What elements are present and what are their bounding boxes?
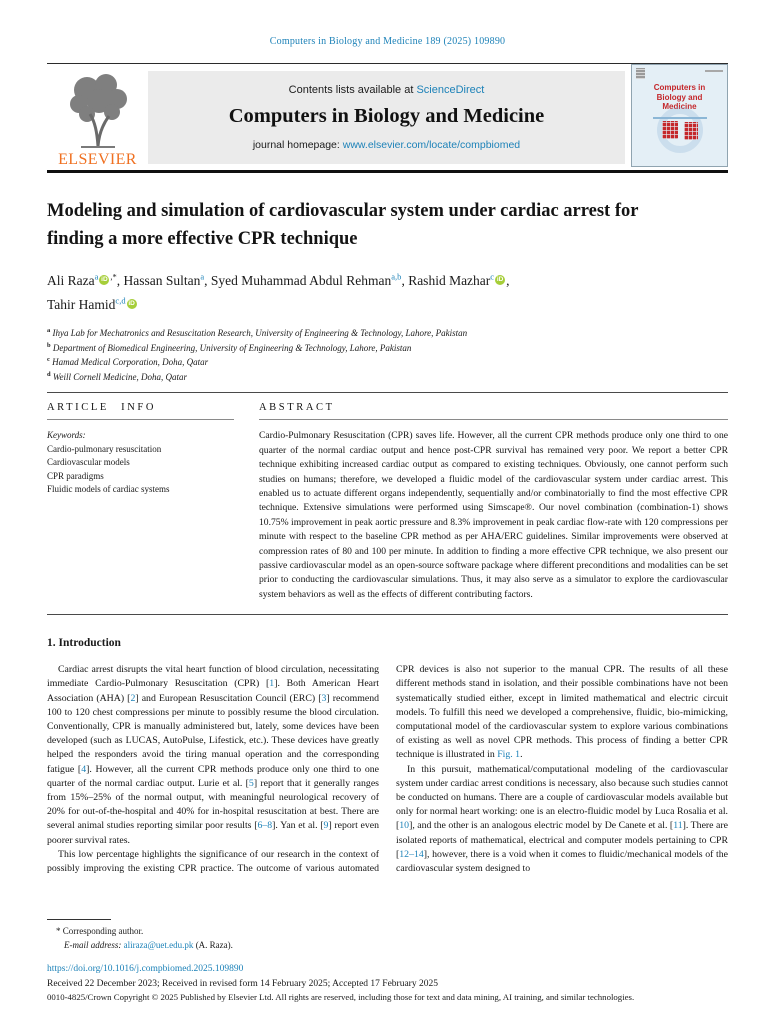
author-name: Ali Raza <box>47 272 95 288</box>
footnote-divider <box>47 919 111 920</box>
orcid-icon[interactable]: iD <box>496 275 504 283</box>
journal-homepage-link[interactable]: www.elsevier.com/locate/compbiomed <box>342 139 521 151</box>
body-text: ], and the other is an analogous electric model by De Canete et al. [ <box>409 820 674 832</box>
author-affiliation-sup[interactable]: a <box>94 271 99 281</box>
abstract-text: Cardio-Pulmonary Resuscitation (CPR) saves life. However, all the current CPR methods produce only one third to one quarter of the normal cardiac output and hence post-CPR survival has remained very poor. We report a better CPR technique exhibiting increased cardiac output as compared to existing techniques. Obviously, one cannot perform such studies on humans; therefore, we developed a fluidic model of the cardiovascular system under cardiac arrest. This enabled us to actuate different organs independently, sequentially and/or combinatorially to find the most effective CPR technique. Extensive simulations were performed using Simscape®. Our novel combination (combination-1) shows 10.75% improvement in peak aortic pressure and 8.3% improvement in peak cardiac flow-rate with 120 compressions per minute with respect to the baseline CPR method as per AHA/ERC guidelines. Similar improvements were observed at compression rates of 80 and 100 per minute. In addition to finding a more effective CPR technique, we also present our passive cardiovascular model as an open-source software package where different preconditions and modalities can be set prior to conducting the cardiovascular simulations. Thus, it may also serve as a simulator to explore the cardiovascular system behaviors as well as the effects of different contributing factors. <box>259 430 728 600</box>
email-link[interactable]: aliraza@uet.edu.pk <box>123 939 194 950</box>
sciencedirect-link[interactable]: ScienceDirect <box>416 84 485 96</box>
elsevier-tree-icon <box>57 70 139 150</box>
corresponding-author-footnote <box>47 919 728 952</box>
received-dates: Received 22 December 2023; Received in revised form 14 February 2025; Accepted 17 February 2025 <box>47 979 438 990</box>
affiliation-sup: c <box>47 356 50 364</box>
email-suffix: (A. Raza). <box>193 939 233 950</box>
author <box>124 273 211 288</box>
body-text: This low percentage highlights the significance of our research in the context of possibly improving the existing CPR practice. The outcome of various automated CPR devices is also not superior to the manual CPR. The results of all these different methods stand in isolation, and their possible combinations have not been systematically studied either, except in limited mathematical and electric circuit models. To fulfill this need we developed a comprehensive, fluidic, bio-mimicking, computational model of the cardiovascular system to explore various combinations of existing as well as novel CPR methods. This process of finding a better CPR technique is illustrated in <box>47 664 728 875</box>
author-affiliation-sup[interactable]: a,b <box>391 271 402 281</box>
cover-mini-logo-icon <box>636 68 645 79</box>
affiliation <box>47 369 728 384</box>
article-title: Modeling and simulation of cardiovascular system under cardiac arrest for finding a more effective CPR technique <box>47 201 639 249</box>
journal-cover-thumbnail[interactable] <box>631 64 728 167</box>
affiliation-text: Ihya Lab for Mechatronics and Resuscitation Research, University of Engineering & Technology, Lahore, Pakistan <box>52 328 468 338</box>
copyright-line: 0010-4825/Crown Copyright © 2025 Published by Elsevier Ltd. All rights are reserved, including those for text and data mining, AI training, and similar technologies. <box>47 992 635 1003</box>
body-text: . <box>520 749 523 761</box>
doi-link[interactable]: https://doi.org/10.1016/j.compbiomed.2025.109890 <box>47 964 244 975</box>
cover-pixel-figure-right <box>684 122 698 140</box>
affiliation <box>47 354 728 369</box>
author-separator: , <box>204 272 211 288</box>
citation-link[interactable]: 6–8 <box>257 820 273 832</box>
affiliation-text: Weill Cornell Medicine, Doha, Qatar <box>52 371 188 382</box>
homepage-prefix: journal homepage: <box>252 139 343 151</box>
author <box>211 273 408 288</box>
citation-link[interactable]: 5 <box>248 777 254 789</box>
elsevier-wordmark: ELSEVIER <box>58 151 137 168</box>
author-name: Tahir Hamid <box>47 297 116 312</box>
cover-title: Computers in Biology and Medicine <box>653 83 706 111</box>
author-separator: , <box>506 272 510 288</box>
citation-link[interactable]: 3 <box>321 692 327 704</box>
elsevier-logo <box>47 64 148 170</box>
cover-pixel-figures <box>632 121 727 140</box>
citation-link[interactable]: 1 <box>269 678 275 690</box>
citation-link[interactable]: 4 <box>81 763 87 775</box>
abstract-heading: ABSTRACT <box>259 402 728 420</box>
keywords-block <box>47 429 234 496</box>
corresponding-author-note: * Corresponding author. <box>56 926 144 937</box>
body-text: ]. Both American Heart Association (AHA) [ <box>47 678 379 704</box>
info-abstract-block <box>47 392 728 615</box>
affiliation-sup: a <box>47 327 51 334</box>
keyword: Cardio-pulmonary resuscitation <box>47 443 162 454</box>
contents-prefix: Contents lists available at <box>288 84 417 96</box>
cover-corner-text <box>705 70 723 72</box>
body-text: ] report that it generally ranges from 15%–25% of the normal output, with meaningful neurological recovery of 20% for out-of-the-hospital and 40% for in-hospital resuscitation at best. There are several animal studies reporting similar poor results [ <box>47 777 379 832</box>
article-info-heading: ARTICLE INFO <box>47 402 234 420</box>
author <box>408 273 509 288</box>
email-label: E-mail address: <box>64 939 124 950</box>
author-name: Syed Muhammad Abdul Rehman <box>210 272 392 288</box>
affiliation-text: Department of Biomedical Engineering, University of Engineering & Technology, Lahore, Pakistan <box>52 342 412 353</box>
body-text: In this pursuit, mathematical/computational modeling of the cardiovascular system under cardiac arrest conditions is necessary, also because such studies cannot be conducted on humans. There are a couple of cardiovascular models available but only for normal heart working: one is an electro-fluidic model by Luca Rosalia et al. [ <box>396 763 728 832</box>
body-text: Cardiac arrest disrupts the vital heart function of blood circulation, necessitating immediate Cardio-Pulmonary Resuscitation (CPR) [ <box>47 664 379 690</box>
author-separator: , <box>401 272 409 288</box>
body-text: ] and European Resuscitation Council (ERC) [ <box>135 692 322 704</box>
author-list <box>47 266 728 315</box>
author-name: Hassan Sultan <box>123 272 201 288</box>
affiliation-sup: d <box>47 370 51 378</box>
journal-title: Computers in Biology and Medicine <box>228 105 545 127</box>
body-text: ], however, there is a void when it comes to fluidic/mechanical models of the cardiovascular system designed to <box>396 848 728 875</box>
journal-masthead <box>47 63 728 173</box>
author-name: Rashid Mazhar <box>408 272 491 288</box>
keywords-label: Keywords: <box>47 430 86 441</box>
journal-citation-link[interactable]: Computers in Biology and Medicine 189 (2025) 109890 <box>269 36 506 47</box>
abstract-column <box>259 402 728 602</box>
body-text: ]. Yan et al. [ <box>272 820 324 832</box>
author <box>47 297 138 312</box>
body-text: ]. There are isolated reports of mathematical, electrical and computer models pertaining to CPR [ <box>396 820 728 860</box>
author-affiliation-sup[interactable]: a <box>200 271 205 281</box>
citation-link[interactable]: 12–14 <box>399 848 424 860</box>
author-separator: , <box>116 272 124 288</box>
keyword: CPR paradigms <box>47 470 104 481</box>
figure-link[interactable]: Fig. 1 <box>497 749 521 761</box>
affiliation-text: Hamad Medical Corporation, Doha, Qatar <box>52 357 209 368</box>
citation-link[interactable]: 2 <box>130 692 136 704</box>
citation-link[interactable]: 9 <box>323 820 329 832</box>
cover-column <box>625 64 728 170</box>
author-affiliation-sup[interactable]: c <box>490 271 495 281</box>
intro-paragraph <box>47 663 379 848</box>
affiliation-sup: b <box>47 341 51 349</box>
section-heading-introduction: 1. Introduction <box>47 637 121 650</box>
body-text: ]. However, all the current CPR methods produce only one third to one quarter of the normal cardiac output. Lurie et al. [ <box>47 763 379 789</box>
author-affiliation-sup[interactable]: c,d <box>115 295 126 306</box>
doi-line <box>47 964 728 974</box>
citation-link[interactable]: 10 <box>399 820 410 832</box>
citation-link[interactable]: 11 <box>673 820 683 832</box>
affiliation-list <box>47 325 728 383</box>
keyword: Cardiovascular models <box>47 457 130 468</box>
affiliation <box>47 325 728 340</box>
homepage-line <box>253 139 520 151</box>
author <box>47 273 124 288</box>
orcid-icon[interactable]: iD <box>101 275 108 283</box>
intro-paragraph <box>396 763 728 877</box>
affiliation <box>47 340 728 355</box>
contents-line <box>289 84 485 96</box>
email-line <box>47 939 728 953</box>
cover-pixel-figure-left <box>662 121 678 139</box>
masthead-center-panel <box>148 71 625 164</box>
orcid-icon[interactable]: iD <box>128 300 135 307</box>
body-text: ] report even poorer survival rates. <box>47 820 379 846</box>
keyword: Fluidic models of cardiac systems <box>47 484 170 494</box>
article-info-column <box>47 402 234 602</box>
introduction-body <box>47 663 728 910</box>
body-text: ] recommend 100 to 120 chest compressions per minute to possibly resume the blood circulation. Conventionally, CPR is manually administered but, lately, some devices have been developed (such as LUCAS, AutoPulse, Lifestick, etc.). These devices have greatly helped the responders avoid the tiring manual operation and the corresponding fatigue [ <box>47 692 379 775</box>
corresponding-author-star: ,* <box>110 271 117 281</box>
